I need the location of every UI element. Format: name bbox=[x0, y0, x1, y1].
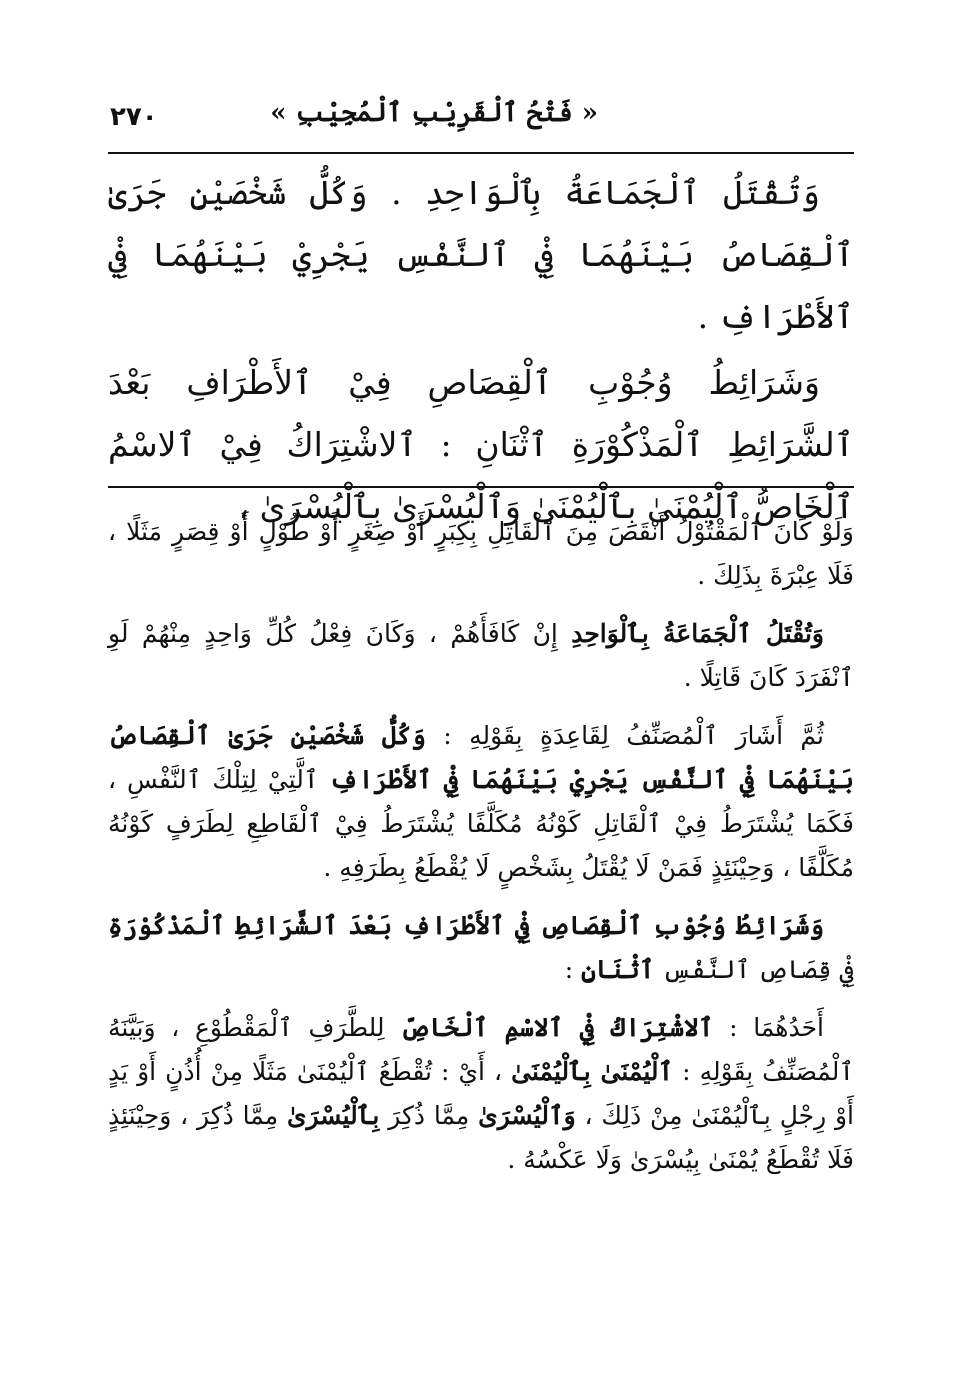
commentary-paragraph-3 bbox=[108, 714, 854, 890]
commentary-text-span: أَحَدُهُمَا : bbox=[713, 1013, 824, 1042]
quoted-matn: وَشَرَائِطُ وُجُوْبِ ٱلْقِصَاصِ فِيْ ٱلأَطْرَافِ بَعْدَ ٱلشَّرَائِطِ ٱلْمَذْكُوْرَةِ bbox=[108, 911, 824, 940]
commentary-text-span: ٱلَّتِيْ لِتِلْكَ ٱلنَّفْسِ ، فَكَمَا يُشْتَرَطُ فِيْ ٱلْقَاتِلِ كَوْنُهُ مُكَلَّفًا يُشْتَرَطُ فِيْ ٱلْقَاطِعِ لِطَرَفٍ كَوْنُهُ مُكَلَّفًا ، وَحِيْنَئِذٍ فَمَنْ لَا يُقْتَلُ بِشَخْصٍ لَا يُقْطَعُ بِطَرَفِهِ . bbox=[108, 765, 854, 882]
matn-text bbox=[108, 162, 854, 542]
commentary-text bbox=[108, 510, 854, 1196]
header-rule bbox=[108, 152, 854, 154]
running-title: « فَتْحُ ٱلْقَرِيْبِ ٱلْمُجِيْبِ » bbox=[270, 98, 598, 128]
commentary-text-span: مِمَّا ذُكِرَ bbox=[379, 1101, 479, 1130]
quoted-matn: وَتُقْتَلُ ٱلْجَمَاعَةُ بِٱلْوَاحِدِ bbox=[571, 619, 824, 648]
matn-paragraph-1: وَتُقْتَلُ ٱلْجَمَاعَةُ بِٱلْوَاحِدِ . وَكُلُّ شَخْصَيْنِ جَرَىٰ ٱلْقِصَاصُ بَيْنَهُمَا فِيْ ٱلنَّفْسِ يَجْرِيْ بَيْنَهُمَا فِيْ ٱلأَطْرَافِ . bbox=[108, 173, 854, 336]
commentary-paragraph-4 bbox=[108, 904, 854, 992]
page-number: ٢٧٠ bbox=[110, 102, 158, 132]
quoted-matn: وَٱلْيُسْرَىٰ bbox=[478, 1101, 576, 1130]
matn-paragraph-2: وَشَرَائِطُ وُجُوْبِ ٱلْقِصَاصِ فِيْ ٱلأَطْرَافِ بَعْدَ ٱلشَّرَائِطِ ٱلْمَذْكُوْرَةِ ٱثْنَانِ : ٱلاشْتِرَاكُ فِيْ ٱلاسْمُ ٱلْخَاصُّ ٱلْيُمْنَىٰ بِٱلْيُمْنَىٰ وَٱلْيُسْرَىٰ بِٱلْيُسْرَىٰ ، bbox=[108, 363, 854, 526]
quoted-matn: بِٱلْيُسْرَىٰ bbox=[286, 1101, 380, 1130]
commentary-text-span: فِيْ قِصَاصِ ٱلنَّفْسِ bbox=[654, 955, 854, 984]
commentary-paragraph-5 bbox=[108, 1006, 854, 1182]
quoted-matn: وَكُلُّ شَخْصَيْنِ جَرَىٰ ٱلْقِصَاصُ بَيْنَهُمَا فِيْ ٱلنَّفْسِ يَجْرِيْ بَيْنَهُمَا فِيْ ٱلأَطْرَافِ bbox=[108, 721, 855, 794]
commentary-paragraph-1: وَلَوْ كَانَ ٱلْمَقْتُوْلُ أَنْقَصَ مِنَ ٱلْقَاتِلِ بِكِبَرٍ أَوْ صِغَرٍ أَوْ طُوْلٍ أَوْ قِصَرٍ مَثَلًا ، فَلَا عِبْرَةَ بِذَلِكَ . bbox=[108, 517, 854, 590]
quoted-matn: ٱلاشْتِرَاكُ فِيْ ٱلاسْمِ ٱلْخَاصِّ bbox=[400, 1013, 714, 1042]
commentary-text-span: مِمَّا ذُكِرَ ، وَحِيْنَئِذٍ فَلَا تُقْطَعُ يُمْنَىٰ بِيُسْرَىٰ وَلَا عَكْسُهُ . bbox=[108, 1101, 854, 1174]
commentary-text-span: : bbox=[564, 955, 582, 984]
quoted-matn: ٱثْنَانِ bbox=[581, 955, 655, 984]
matn-commentary-separator bbox=[108, 486, 854, 488]
page-header bbox=[108, 96, 854, 146]
commentary-text-span: إِنْ كَافَأَهُمْ ، وَكَانَ فِعْلُ كُلِّ وَاحِدٍ مِنْهُمْ لَوِ ٱنْفَرَدَ كَانَ قَاتِلًا . bbox=[108, 619, 854, 692]
quoted-matn: ٱلْيُمْنَىٰ بِٱلْيُمْنَىٰ bbox=[511, 1057, 674, 1086]
commentary-paragraph-2 bbox=[108, 612, 854, 700]
commentary-text-span: لِلطَّرَفِ ٱلْمَقْطُوْعِ ، وَبَيَّنَهُ ٱلْمُصَنِّفُ بِقَوْلِهِ : bbox=[108, 1013, 854, 1086]
commentary-text-span: ، أَيْ : تُقْطَعُ ٱلْيُمْنَىٰ مَثَلًا مِنْ أُذُنٍ أَوْ يَدٍ أَوْ رِجْلٍ بِٱلْيُمْنَىٰ مِنْ ذَلِكَ ، bbox=[108, 1057, 855, 1130]
commentary-text-span: ثُمَّ أَشَارَ ٱلْمُصَنِّفُ لِقَاعِدَةٍ بِقَوْلِهِ : bbox=[425, 721, 824, 750]
